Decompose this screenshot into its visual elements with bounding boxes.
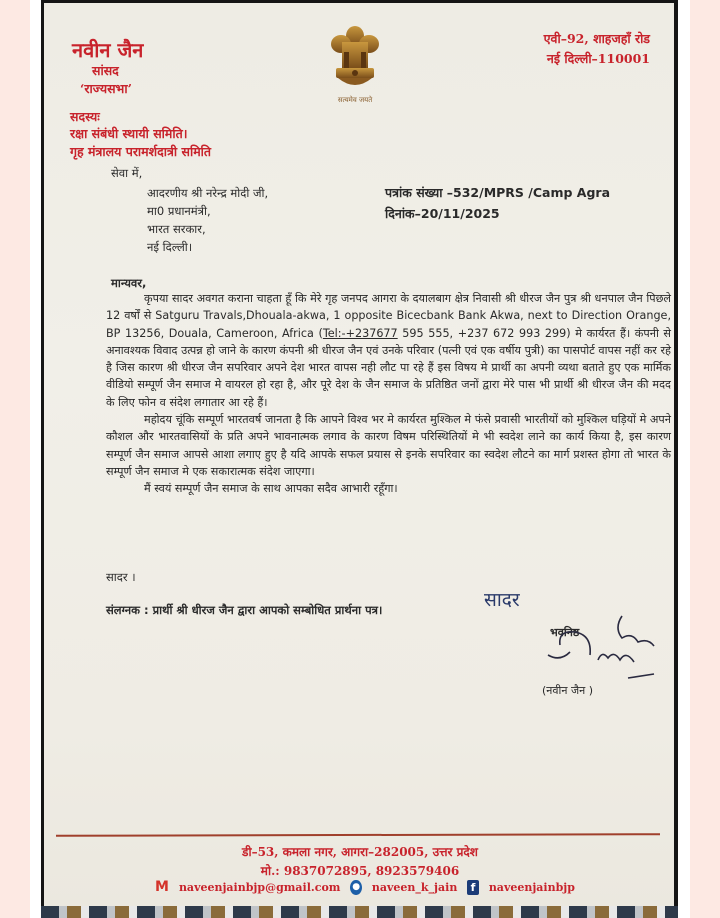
paragraph-1-text-a: कृपया सादर अवगत कराना चाहता हूँ कि मेरे गृह जनपद आगरा के दयालबाग क्षेत्र निवासी श्री धीरज जैन पुत्र श्री धनपाल जैन पिछले 12 वर्षों से Satguru Travals,Dhouala-akwa, 1 opposite Bicecbank Bank Akwa, next to Direction Orange, BP 13256, Douala, Cameroon, Africa (: [106, 292, 671, 340]
paragraph-1: [106, 290, 671, 411]
office-address-line: नई दिल्ली–110001: [546, 51, 650, 66]
sender-house: ‘राज्यसभा’: [80, 81, 132, 96]
telephone-link: Tel:-+237677: [322, 326, 398, 340]
closing: सादर ।: [106, 570, 136, 584]
facebook-icon: f: [467, 880, 478, 895]
reference-number: पत्रांक संख्या –532/MPRS /Camp Agra: [385, 185, 610, 200]
paragraph-3: मैं स्वयं सम्पूर्ण जैन समाज के साथ आपका सदैव आभारी रहूँगा।: [144, 482, 398, 496]
footer-phone: मो.: 9837072895, 8923579406: [260, 864, 460, 878]
desk-surface: [41, 906, 678, 918]
recipient-line: मा0 प्रधानमंत्री,: [147, 204, 211, 218]
greeting: मान्यवर,: [111, 276, 147, 290]
yours-sincerely: भवनिष्ठ: [550, 626, 580, 639]
sender-designation: सांसद: [92, 63, 119, 78]
office-address-line: एवी–92, शाहजहाँ रोड: [543, 31, 650, 46]
sender-name: नवीन जैन: [72, 38, 144, 62]
paragraph-1-text-b: 595 555, +237 672 993 299) मे कार्यरत हैं। कंपनी से अनावश्यक विवाद उत्पन्न हो जाने के कारण कंपनी श्री धीरज जैन एवं उनके परिवार (पत्नी एवं एक वर्षीय पुत्री) का पासपोर्ट वापस नहीं कर रहे है जिस कारण श्री धीरज जैन सपरिवार अपने देश भारत वापस नही लौट पा रहे हैं इस विषय मे प्रार्थी का अपनी व्यथा बताते हुए एक मार्मिक वीडियो सम्पूर्ण जैन समाज मे वायरल हो रहा है, और पूरे देश के जैन समाज के प्रतिष्ठित जनों द्वारा मेरे पास भी प्रार्थी श्री धीरज जैन की मदद के लिए फोन व संदेश लगातार आ रहे हैं।: [106, 326, 671, 409]
enclosure-note: संलग्नक : प्रार्थी श्री धीरज जैन द्वारा आपको सम्बोधित प्रार्थना पत्र।: [106, 603, 383, 617]
recipient-line: आदरणीय श्री नरेन्द्र मोदी जी,: [147, 186, 269, 200]
border-right: [678, 0, 690, 918]
background-left: [0, 0, 30, 918]
paragraph-2: महोदय चूंकि सम्पूर्ण भारतवर्ष जानता है कि आपने विश्व भर मे कार्यरत मुश्किल मे फंसे प्रवासी भारतीयों को मुश्किल घड़ियों मे अपने कौशल और भारतवासियों के प्रति अपने भावनात्मक लगाव के कारण विषम परिस्थितियों मे भी स्वदेश लाने का कार्य किया है, इस कारण सम्पूर्ण जैन समाज आपसे आशा लगाए हुए है यदि आपके सफल प्रयास से इनके सपरिवार का स्वदेश लौटने का मार्ग प्रशस्त होगा तो भारत के सम्पूर्ण जैन समाज मे एक सकारात्मक संदेश जाएगा।: [106, 413, 671, 478]
committee-item: रक्षा संबंधी स्थायी समिति।: [70, 126, 188, 141]
member-label: सदस्यः: [70, 109, 100, 124]
footer-facebook[interactable]: naveenjainbjp: [488, 881, 575, 894]
letter-body: [106, 290, 671, 498]
committee-item: गृह मंत्रालय परामर्शदात्री समिति: [70, 144, 212, 159]
handwritten-note: सादर: [484, 589, 520, 611]
emblem-motto: सत्यमेव जयते: [337, 96, 373, 104]
gmail-icon: M: [155, 879, 169, 895]
national-emblem-icon: [328, 22, 382, 94]
salutation-to: सेवा में,: [111, 166, 143, 180]
signature-scribble: [530, 610, 670, 690]
letter-date: दिनांक–20/11/2025: [385, 206, 500, 221]
footer-email[interactable]: naveenjainbjp@gmail.com: [178, 881, 341, 894]
recipient-line: भारत सरकार,: [147, 222, 206, 236]
background-right: [690, 0, 720, 918]
signer-name: (नवीन जैन ): [542, 684, 594, 697]
twitter-icon: ●: [350, 880, 361, 895]
footer-contacts: [155, 880, 575, 895]
footer-twitter[interactable]: naveen_k_jain: [371, 881, 458, 894]
footer-address: डी–53, कमला नगर, आगरा–282005, उत्तर प्रदेश: [242, 845, 478, 859]
recipient-line: नई दिल्ली।: [147, 240, 193, 254]
